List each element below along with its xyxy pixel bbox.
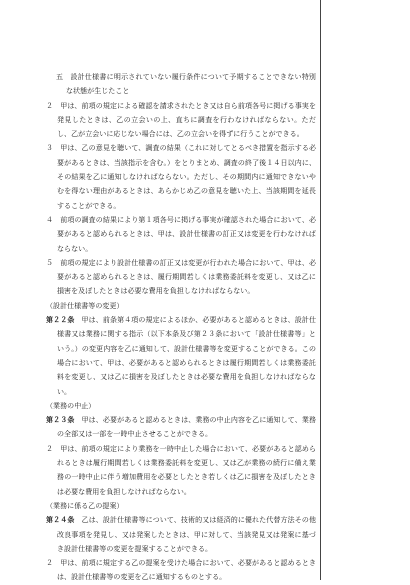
section-heading-spec-change: （設計仕様書等の変更） — [46, 301, 124, 310]
article-text: 乙は、設計仕様書等について、技術的又は経済的に優れた代替方法その他改良事項を発見し、又は発案したときは、甲に対して、当該発見又は発案に基づき設計仕様書等の変更を提案することができる。 — [57, 516, 317, 553]
paragraph-item-2: ２ 甲は、前項の規定により業務を一時中止した場合において、必要があると認められるときは履行期間若しくは業務委託料を変更し、又は乙が業務の続行に備え業務の一時中止に伴う増加費用を必要としたとき若しくは乙に損害を及ぼしたときは必要な費用を負担しなければならない。 — [46, 444, 316, 496]
article-number: 第２４条 — [46, 516, 75, 525]
article-24 — [46, 513, 316, 556]
article-number: 第２２条 — [46, 316, 75, 325]
paragraph-item-4: ４ 前項の調査の結果により第１項各号に掲げる事実が確認された場合において、必要があると認められるときは、甲は、設計仕様書の訂正又は変更を行わなければならない。 — [46, 215, 316, 253]
margin-rule — [320, 0, 321, 580]
article-text: 甲は、必要があると認めるときは、業務の中止内容を乙に通知して、業務の全部又は一部を一時中止させることができる。 — [57, 416, 317, 439]
section-heading-suspension: （業務の中止） — [46, 401, 96, 410]
article-text: 甲は、前条第４項の規定によるほか、必要があると認めるときは、設計仕様書又は業務に関する指示（以下本条及び第２３条において「設計仕様書等」という。）の変更内容を乙に通知して、設計仕様書等を変更することができる。この場合において、甲は、必要があると認められるときは履行期間若しくは業務委託料を変更し、又は乙に損害を及ぼしたときは必要な費用を負担しなければならない。 — [57, 316, 317, 396]
paragraph-item-5: ５ 前項の規定により設計仕様書の訂正又は変更が行われた場合において、甲は、必要があると認められるときは、履行期間若しくは業務委託料を変更し、又は乙に損害を及ぼしたときは必要な費用を負担しなければならない。 — [46, 258, 316, 296]
article-23 — [46, 413, 316, 442]
document-body — [46, 70, 316, 585]
paragraph-item-3: ３ 甲は、乙の意見を聴いて、調査の結果（これに対してとるべき措置を指示する必要があるときは、当該指示を含む。）をとりまとめ、調査の終了後１４日以内に、その結果を乙に通知しなければならない。ただし、その期間内に通知できないやむを得ない理由があるときは、あらかじめ乙の意見を聴いた上、当該期間を延長することができる。 — [46, 144, 316, 210]
paragraph-sub-item-5: 五 設計仕様書に明示されていない履行条件について予期することできない特別な状態が生じたこと — [56, 73, 316, 96]
article-number: 第２３条 — [46, 416, 75, 425]
paragraph-item-2: ２ 甲は、前項の規定による確認を請求されたとき又は自ら前項各号に掲げる事実を発見したときは、乙の立会いの上、直ちに調査を行わなければならない。ただし、乙が立会いに応じない場合には、乙の立会いを得ずに行うことができる。 — [46, 101, 316, 139]
paragraph-item-2: ２ 甲は、前項に規定する乙の提案を受けた場合において、必要があると認めるときは、設計仕様書等の変更を乙に通知するものとする。 — [46, 559, 316, 582]
article-22 — [46, 313, 316, 399]
section-heading-proposal: （業務に係る乙の提案） — [46, 501, 124, 510]
